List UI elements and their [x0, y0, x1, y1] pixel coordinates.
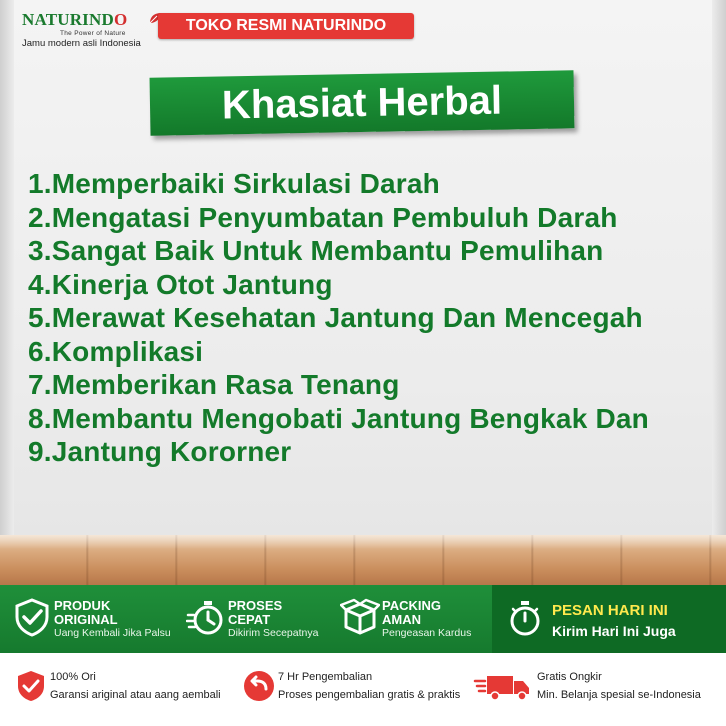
- guarantee-title: 100% Ori: [50, 671, 96, 683]
- guarantee-subtitle: Min. Belanja spesial se-Indonesia: [537, 689, 701, 701]
- benefit-item: 9.Jantung Kororner: [28, 436, 292, 467]
- brand-name: [22, 10, 127, 30]
- feature-title-line1: PROSES: [228, 598, 283, 613]
- page-title: Khasiat Herbal: [221, 78, 503, 128]
- guarantee-title: Gratis Ongkir: [537, 671, 602, 683]
- wood-floor: [0, 535, 726, 585]
- order-headline: PESAN HARI INI: [552, 602, 668, 619]
- feature-title: [54, 599, 118, 627]
- benefit-item: 3.Sangat Baik Untuk Membantu Pemulihan: [28, 235, 604, 266]
- brand-subline: Jamu modern asli Indonesia: [22, 38, 141, 49]
- benefit-item: 7.Memberikan Rasa Tenang: [28, 369, 400, 400]
- feature-title: [228, 599, 282, 627]
- order-subline: Kirim Hari Ini Juga: [552, 623, 676, 639]
- order-today-box: [492, 585, 726, 653]
- feature-title-line1: PACKING: [382, 598, 441, 613]
- benefits-list: [28, 167, 718, 469]
- guarantees-band: [0, 653, 726, 726]
- stopwatch-icon: [186, 597, 226, 637]
- brand-name-red: O: [113, 10, 128, 29]
- guarantee-shipping: [475, 663, 720, 713]
- feature-title-line2: ORIGINAL: [54, 612, 118, 627]
- stopwatch-icon: [508, 598, 542, 638]
- feature-subtitle: Uang Kembali Jika Palsu: [54, 627, 171, 639]
- feature-title: [382, 599, 441, 627]
- feature-title-line1: PRODUK: [54, 598, 111, 613]
- shield-check-icon: [14, 669, 48, 703]
- box-icon: [340, 597, 380, 637]
- feature-packing: [340, 585, 490, 653]
- benefit-item: 8.Membantu Mengobati Jantung Bengkak Dan: [28, 402, 649, 434]
- naturindo-logo: [22, 8, 152, 48]
- feature-title-line2: AMAN: [382, 612, 421, 627]
- guarantee-original: [14, 663, 239, 713]
- brand-name-green: NATURIND: [22, 10, 114, 29]
- benefit-item: 2.Mengatasi Penyumbatan Pembuluh Darah: [28, 201, 618, 233]
- delivery-truck-icon: [473, 669, 533, 703]
- guarantee-title: 7 Hr Pengembalian: [278, 671, 373, 683]
- feature-subtitle: Pengeasan Kardus: [382, 627, 472, 639]
- benefit-item: 6.Komplikasi: [28, 335, 204, 367]
- shield-check-icon: [12, 597, 52, 637]
- benefit-item: 4.Kinerja Otot Jantung: [28, 268, 333, 300]
- title-banner: [150, 70, 575, 135]
- feature-fast: [186, 585, 336, 653]
- benefit-item: 1.Memperbaiki Sirkulasi Darah: [28, 168, 440, 199]
- store-badge: TOKO RESMI NATURINDO: [158, 13, 414, 39]
- guarantee-subtitle: Garansi ariginal atau aang aembali: [50, 689, 221, 701]
- feature-subtitle: Dikirim Secepatnya: [228, 627, 319, 639]
- feature-title-line2: CEPAT: [228, 612, 271, 627]
- guarantee-return: [242, 663, 477, 713]
- return-arrow-icon: [242, 669, 276, 703]
- guarantee-subtitle: Proses pengembalian gratis & praktis: [278, 689, 461, 701]
- feature-original: [12, 585, 182, 653]
- brand-tagline: The Power of Nature: [60, 30, 126, 37]
- benefit-item: 5.Merawat Kesehatan Jantung Dan Mencegah: [28, 302, 643, 333]
